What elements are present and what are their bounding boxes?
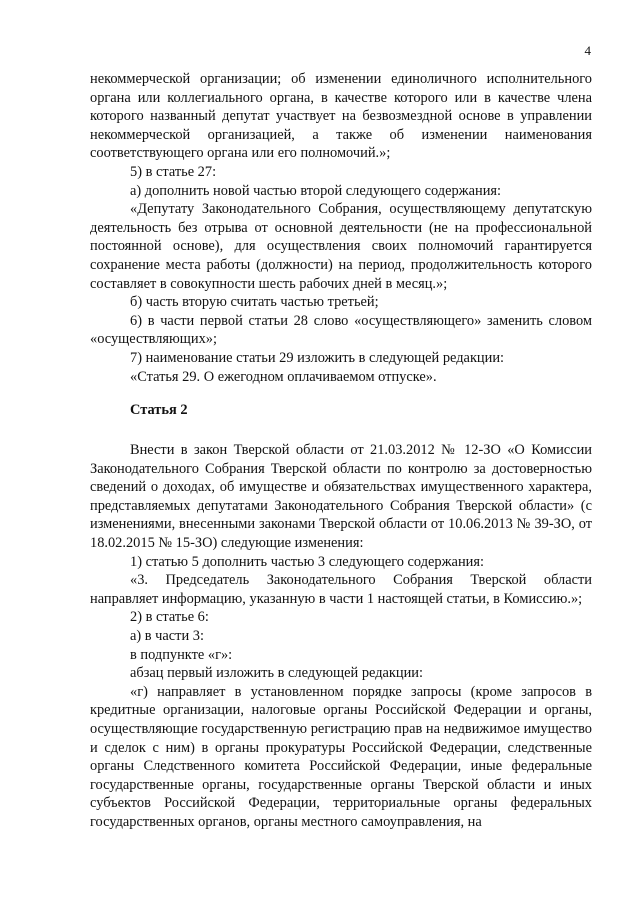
paragraph-first-abzac: абзац первый изложить в следующей редакции: xyxy=(130,665,424,682)
paragraph-item-5a: а) дополнить новой частью второй следующего содержания: xyxy=(130,182,502,199)
paragraph-item-2: 2) в статье 6: xyxy=(130,609,209,626)
article-2-heading: Статья 2 xyxy=(130,402,188,418)
paragraph-quote-article-29: «Статья 29. О ежегодном оплачиваемом отпуске». xyxy=(130,368,437,385)
section-1-body xyxy=(90,70,592,386)
paragraph-item-2a: а) в части 3: xyxy=(130,627,204,644)
page-number: 4 xyxy=(584,43,591,58)
paragraph-subitem-g: в подпункте «г»: xyxy=(130,646,233,663)
paragraph-continuation: некоммерческой организации; об изменении единоличного исполнительного органа или коллегиального органа, в качестве которого или в качестве члена которого названный депутат участвует на безвозмездной основе в управлении некоммерческой организацией, а также об изменении наименования соответствующего органа или его полномочий.»; xyxy=(90,71,592,162)
paragraph-quote-g: «г) направляет в установленном порядке запросы (кроме запросов в кредитные организации, налоговые органы Российской Федерации и органы, осуществляющие государственную регистрацию прав на недвижимое имущество и сделок с ним) в органы прокуратуры Российской Федерации, следственные органы Следственного комитета Российской Федерации, иные федеральные государственные органы, государственные органы Тверской области и иных субъектов Российской Федерации, территориальные органы федеральных государственных органов, органы местного самоуправления, на xyxy=(90,683,592,830)
paragraph-item-7: 7) наименование статьи 29 изложить в следующей редакции: xyxy=(130,349,505,366)
paragraph-item-5: 5) в статье 27: xyxy=(130,163,217,180)
paragraph-quote-part-3: «3. Председатель Законодательного Собрания Тверской области направляет информацию, указанную в части 1 настоящей статьи, в Комиссию.»; xyxy=(90,572,592,607)
paragraph-item-1: 1) статью 5 дополнить частью 3 следующего содержания: xyxy=(130,553,484,570)
paragraph-item-5b: б) часть вторую считать частью третьей; xyxy=(130,294,379,311)
article-2-body xyxy=(90,441,592,831)
paragraph-amend-law: Внести в закон Тверской области от 21.03.2012 № 12-ЗО «О Комиссии Законодательного Собрания Тверской области по контролю за достоверностью сведений о доходах, об имуществе и обязательствах имущественного характера, представляемых депутатами Законодательного Собрания Тверской области» (с изменениями, внесенными законами Тверской области от 10.06.2013 № 39-ЗО, от 18.02.2015 № 15-ЗО) следующие изменения: xyxy=(90,442,592,551)
paragraph-quote-deputy: «Депутату Законодательного Собрания, осуществляющему депутатскую деятельность без отрыва от основной деятельности (не на профессиональной постоянной основе), для осуществления своих полномочий гарантируется сохранение места работы (должности) на период, продолжительность которого составляет в совокупности шесть рабочих дней в месяц.»; xyxy=(90,201,592,292)
paragraph-item-6: 6) в части первой статьи 28 слово «осуществляющего» заменить словом «осуществляющих»; xyxy=(90,312,592,348)
